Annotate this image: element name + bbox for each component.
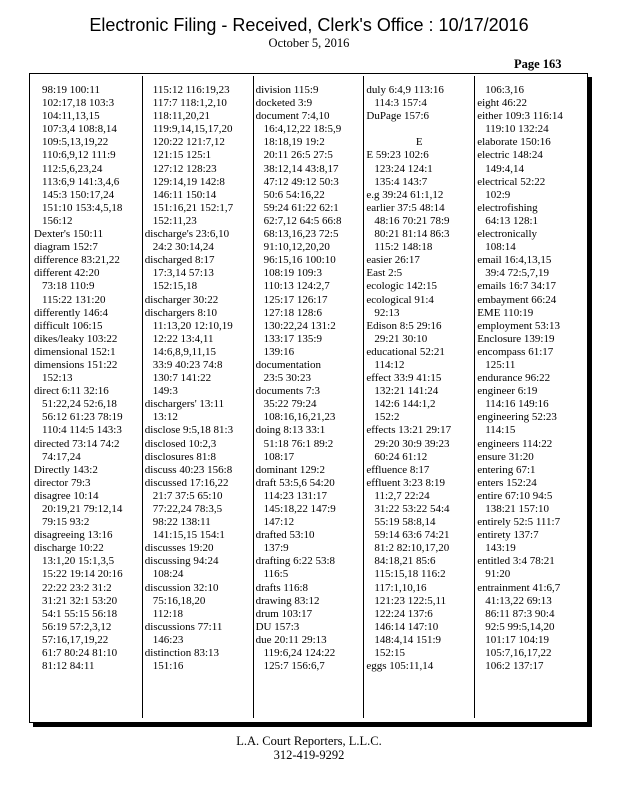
index-entry: 132:21 141:24	[374, 385, 439, 398]
index-entry: educational 52:21	[366, 345, 445, 358]
index-entry: discussions 77:11	[144, 620, 223, 633]
index-entry: discharged 8:17	[144, 254, 215, 267]
index-entry: 118:11,20,21	[152, 110, 211, 123]
index-entry: 35:22 79:24	[263, 398, 317, 411]
index-entry: dominant 129:2	[255, 463, 325, 476]
index-column-3	[256, 84, 362, 720]
index-entry: 121:23 122:5,11	[374, 594, 447, 607]
index-entry: 29:20 30:9 39:23	[374, 437, 450, 450]
index-entry: 86:11 87:3 90:4	[485, 607, 555, 620]
index-entry: ensure 31:20	[477, 450, 534, 463]
index-entry: 91:20	[485, 568, 511, 581]
index-entry: Directly 143:2	[34, 463, 98, 476]
index-entry: 110:4 114:5 143:3	[42, 424, 122, 437]
index-entry: drafted 53:10	[255, 529, 315, 542]
index-entry: 33:9 40:23 74:8	[152, 358, 223, 371]
index-entry: 108:24	[152, 568, 184, 581]
index-entry	[366, 123, 472, 136]
index-entry: emails 16:7 34:17	[477, 280, 557, 293]
index-entry: drum 103:17	[255, 607, 313, 620]
index-entry: 21:7 37:5 65:10	[152, 489, 223, 502]
index-entry: 146:11 150:14	[152, 188, 217, 201]
index-entry: directed 73:14 74:2	[34, 437, 120, 450]
index-entry: 22:22 23:2 31:2	[42, 581, 112, 594]
index-entry: division 115:9	[255, 84, 319, 96]
index-entry: direct 6:11 32:16	[34, 385, 109, 398]
index-entry: 56:19 57:2,3,12	[42, 620, 112, 633]
index-entry: distinction 83:13	[144, 647, 220, 660]
index-entry: 112:5,6,23,24	[42, 162, 103, 175]
index-entry: elaborate 150:16	[477, 136, 551, 149]
index-entry: 80:21 81:14 86:3	[374, 228, 450, 241]
index-entry: 138:21 157:10	[485, 503, 550, 515]
index-entry: 108:16,16,21,23	[263, 411, 336, 424]
index-entry: due 20:11 29:13	[255, 633, 327, 646]
index-entry: ecological 91:4	[366, 293, 434, 306]
index-entry: 152:11,23	[152, 214, 197, 227]
index-entry: difficult 106:15	[34, 319, 103, 332]
index-entry: E	[415, 136, 423, 149]
index-entry: effects 13:21 29:17	[366, 424, 452, 437]
index-entry: 64:13 128:1	[485, 214, 539, 227]
index-entry: discussed 17:16,22	[144, 476, 229, 489]
index-entry: 68:13,16,23 72:5	[263, 228, 339, 241]
index-entry: 121:15 125:1	[152, 149, 212, 162]
index-entry: 104:11,13,15	[42, 110, 100, 123]
index-entry: endurance 96:22	[477, 372, 551, 385]
index-entry: 106:2 137:17	[485, 660, 544, 673]
index-entry: documents 7:3	[255, 385, 321, 398]
index-column-2	[145, 84, 251, 720]
index-entry: 152:15,18	[152, 280, 198, 293]
footer-company: L.A. Court Reporters, L.L.C.	[236, 734, 382, 748]
index-entry: 123:24 124:1	[374, 162, 433, 175]
index-entry: dischargers' 13:11	[144, 398, 225, 411]
index-entry: 116:5	[263, 568, 289, 581]
index-entry: 146:23	[152, 633, 184, 646]
index-entry: 117:1,10,16	[374, 581, 427, 594]
index-entry: 125:11	[485, 358, 516, 371]
index-entry: 24:2 30:14,24	[152, 241, 214, 254]
index-entry: entering 67:1	[477, 463, 536, 476]
index-entry: 18:18,19 19:2	[263, 136, 325, 149]
index-entry: 108:17	[263, 450, 295, 463]
index-entry: Enclosure 139:19	[477, 332, 555, 345]
index-entry: 130:22,24 131:2	[263, 319, 336, 332]
index-entry: 130:7 141:22	[152, 372, 212, 385]
index-entry: email 16:4,13,15	[477, 254, 552, 267]
index-entry: EME 110:19	[477, 306, 534, 319]
index-entry: 31:22 53:22 54:4	[374, 503, 450, 515]
index-entry: 39:4 72:5,7,19	[485, 267, 550, 280]
index-entry: 125:7 156:6,7	[263, 660, 325, 673]
index-entry: 122:24 137:6	[374, 607, 433, 620]
index-entry: draft 53:5,6 54:20	[255, 476, 335, 489]
index-entry: 47:12 49:12 50:3	[263, 175, 339, 188]
index-entry: 98:22 138:11	[152, 516, 211, 529]
index-entry: 108:14	[485, 241, 516, 254]
index-entry: discusses 19:20	[144, 542, 214, 555]
index-entry: 17:3,14 57:13	[152, 267, 214, 280]
index-entry: 106:3,16	[485, 84, 524, 96]
index-entry: 57:16,17,19,22	[42, 633, 109, 646]
index-entry: duly 6:4,9 113:16	[366, 84, 444, 96]
index-entry: 91:10,12,20,20	[263, 241, 330, 254]
index-entry: 56:12 61:23 78:19	[42, 411, 123, 424]
index-entry: e.g 39:24 61:1,12	[366, 188, 444, 201]
index-entry: 62:7,12 64:5 66:8	[263, 214, 342, 227]
index-entry: 151:10 153:4,5,18	[42, 201, 123, 214]
index-entry: 105:7,16,17,22	[485, 647, 552, 660]
index-entry: 135:4 143:7	[374, 175, 428, 188]
index-entry: 152:2	[374, 411, 400, 424]
index-entry: 16:4,12,22 18:5,9	[263, 123, 342, 136]
index-entry: 148:4,14 151:9	[374, 633, 442, 646]
index-entry: 74:17,24	[42, 450, 81, 463]
index-entry: 102:9	[485, 188, 511, 201]
index-entry: disclosures 81:8	[144, 450, 216, 463]
index-entry: 133:17 135:9	[263, 332, 322, 345]
index-entry: engineers 114:22	[477, 437, 553, 450]
index-entry: 59:14 63:6 74:21	[374, 529, 450, 542]
index-entry: DU 157:3	[255, 620, 300, 633]
index-entry: electric 148:24	[477, 149, 543, 162]
index-entry: 54:1 55:15 56:18	[42, 607, 118, 620]
index-entry: 145:3 150:17,24	[42, 188, 115, 201]
index-entry: effect 33:9 41:15	[366, 372, 442, 385]
index-entry: 92:5 99:5,14,20	[485, 620, 555, 633]
index-entry: 141:15,15 154:1	[152, 529, 225, 542]
word-index-box	[29, 73, 588, 723]
index-entry: E 59:23 102:6	[366, 149, 429, 162]
index-entry: entrainment 41:6,7	[477, 581, 561, 594]
index-entry: 102:17,18 103:3	[42, 97, 115, 110]
index-entry: Edison 8:5 29:16	[366, 319, 442, 332]
index-entry: electrical 52:22	[477, 175, 546, 188]
index-entry: doing 8:13 33:1	[255, 424, 326, 437]
index-entry: 55:19 58:8,14	[374, 516, 436, 529]
index-entry: 50:6 54:16,22	[263, 188, 325, 201]
index-entry: 23:5 30:23	[263, 372, 311, 385]
index-entry: eight 46:22	[477, 97, 527, 110]
index-entry: discharge's 23:6,10	[144, 228, 230, 241]
index-entry: electronically	[477, 228, 538, 241]
index-entry: 79:15 93:2	[42, 516, 90, 529]
index-entry: 152:13	[42, 372, 73, 385]
index-entry: 114:23 131:17	[263, 489, 328, 502]
index-entry: 115:22 131:20	[42, 293, 106, 306]
index-entry: 41:13,22 69:13	[485, 594, 552, 607]
page-number: Page 163	[514, 57, 562, 71]
index-entry: 151:16	[152, 660, 184, 673]
index-entry: diagram 152:7	[34, 241, 98, 254]
index-entry: earlier 37:5 48:14	[366, 201, 445, 214]
index-entry: 127:18 128:6	[263, 306, 322, 319]
index-entry: entirely 52:5 111:7	[477, 516, 561, 529]
filing-stamp-title: Electronic Filing - Received, Clerk's Office : 10/17/2016	[89, 15, 529, 35]
index-entry: 107:3,4 108:8,14	[42, 123, 117, 136]
index-entry: director 79:3	[34, 476, 91, 489]
index-entry: 110:6,9,12 111:9	[42, 149, 116, 162]
index-entry: 51:22,24 52:6,18	[42, 398, 117, 411]
index-entry: discharge 10:22	[34, 542, 104, 555]
index-entry: embayment 66:24	[477, 293, 557, 306]
index-entry: 20:19,21 79:12,14	[42, 503, 123, 515]
index-entry: 137:9	[263, 542, 289, 555]
index-entry: drafts 116:8	[255, 581, 309, 594]
index-entry: 31:21 32:1 53:20	[42, 594, 118, 607]
index-entry: 151:16,21 152:1,7	[152, 201, 234, 214]
index-entry: Dexter's 150:11	[34, 228, 104, 241]
index-entry: 125:17 126:17	[263, 293, 328, 306]
index-entry: 114:16 149:16	[485, 398, 549, 411]
index-entry: 81:12 84:11	[42, 660, 95, 673]
index-entry: dischargers 8:10	[144, 306, 217, 319]
index-entry: 114:15	[485, 424, 516, 437]
index-entry: 119:6,24 124:22	[263, 647, 336, 660]
index-entry: 81:2 82:10,17,20	[374, 542, 450, 555]
index-entry: ecologic 142:15	[366, 280, 437, 293]
index-entry: 114:12	[374, 358, 405, 371]
index-entry: entirety 137:7	[477, 529, 539, 542]
hearing-date: October 5, 2016	[268, 36, 350, 50]
index-entry: 109:5,13,19,22	[42, 136, 109, 149]
index-entry: 29:21 30:10	[374, 332, 428, 345]
index-entry: 152:15	[374, 647, 405, 660]
index-entry: discharger 30:22	[144, 293, 219, 306]
index-entry: 48:16 70:21 78:9	[374, 214, 450, 227]
index-entry: encompass 61:17	[477, 345, 554, 358]
index-entry: difference 83:21,22	[34, 254, 120, 267]
index-entry: eggs 105:11,14	[366, 660, 434, 673]
index-entry: 51:18 76:1 89:2	[263, 437, 334, 450]
index-entry: 115:2 148:18	[374, 241, 433, 254]
index-entry: 12:22 13:4,11	[152, 332, 214, 345]
index-entry: 13:1,20 15:1,3,5	[42, 555, 115, 568]
index-entry: 61:7 80:24 81:10	[42, 647, 118, 660]
index-entry: 115:15,18 116:2	[374, 568, 446, 581]
index-entry: 59:24 61:22 62:1	[263, 201, 339, 214]
index-entry: entire 67:10 94:5	[477, 489, 553, 502]
index-entry: 60:24 61:12	[374, 450, 428, 463]
index-entry: differently 146:4	[34, 306, 109, 319]
index-entry: 77:22,24 78:3,5	[152, 503, 223, 515]
index-entry: engineer 6:19	[477, 385, 538, 398]
index-entry: dikes/leaky 103:22	[34, 332, 118, 345]
index-entry: 129:14,19 142:8	[152, 175, 225, 188]
index-entry: 119:9,14,15,17,20	[152, 123, 233, 136]
index-entry: electrofishing	[477, 201, 538, 214]
index-entry: 75:16,18,20	[152, 594, 206, 607]
footer-phone: 312-419-9292	[273, 748, 345, 762]
index-entry: 120:22 121:7,12	[152, 136, 225, 149]
index-entry: 127:12 128:23	[152, 162, 217, 175]
index-entry: dimensions 151:22	[34, 358, 118, 371]
index-entry: different 42:20	[34, 267, 100, 280]
index-entry: entitled 3:4 78:21	[477, 555, 555, 568]
index-entry: 149:4,14	[485, 162, 524, 175]
index-entry: 143:19	[485, 542, 516, 555]
index-entry: document 7:4,10	[255, 110, 330, 123]
index-entry: drawing 83:12	[255, 594, 320, 607]
index-entry: easier 26:17	[366, 254, 420, 267]
index-entry: 38:12,14 43:8,17	[263, 162, 339, 175]
index-entry: either 109:3 116:14	[477, 110, 563, 123]
index-entry: 108:19 109:3	[263, 267, 322, 280]
index-entry: 112:18	[152, 607, 183, 620]
index-entry: 110:13 124:2,7	[263, 280, 330, 293]
index-entry: discuss 40:23 156:8	[144, 463, 233, 476]
index-entry: 119:10 132:24	[485, 123, 549, 136]
index-entry: disclosed 10:2,3	[144, 437, 217, 450]
index-entry: employment 53:13	[477, 319, 560, 332]
index-entry: 14:6,8,9,11,15	[152, 345, 216, 358]
index-entry: 156:12	[42, 214, 73, 227]
index-entry: DuPage 157:6	[366, 110, 430, 123]
index-entry: 11:2,7 22:24	[374, 489, 430, 502]
index-entry: 92:13	[374, 306, 400, 319]
index-column-5	[477, 84, 583, 720]
index-entry: 146:14 147:10	[374, 620, 439, 633]
index-entry: 15:22 19:14 20:16	[42, 568, 123, 581]
index-entry: 114:3 157:4	[374, 97, 427, 110]
index-entry: East 2:5	[366, 267, 403, 280]
index-entry: effluence 8:17	[366, 463, 430, 476]
index-entry: 96:15,16 100:10	[263, 254, 336, 267]
index-entry: discussing 94:24	[144, 555, 219, 568]
index-columns	[34, 84, 583, 720]
index-entry: dimensional 152:1	[34, 345, 116, 358]
index-entry: 98:19 100:11	[42, 84, 100, 96]
index-entry: 147:12	[263, 516, 295, 529]
index-column-1	[34, 84, 140, 720]
index-entry: 84:18,21 85:6	[374, 555, 436, 568]
index-entry: documentation	[255, 358, 321, 371]
index-entry: discussion 32:10	[144, 581, 219, 594]
index-entry: 117:7 118:1,2,10	[152, 97, 227, 110]
index-entry: 11:13,20 12:10,19	[152, 319, 233, 332]
index-entry: enters 152:24	[477, 476, 537, 489]
index-entry: 101:17 104:19	[485, 633, 550, 646]
index-entry: 115:12 116:19,23	[152, 84, 230, 96]
index-entry: disclose 9:5,18 81:3	[144, 424, 234, 437]
index-entry: drafting 6:22 53:8	[255, 555, 336, 568]
index-entry: disagreeing 13:16	[34, 529, 113, 542]
index-entry: 13:12	[152, 411, 178, 424]
index-column-4	[366, 84, 472, 720]
index-entry: 142:6 144:1,2	[374, 398, 436, 411]
index-entry: 139:16	[263, 345, 295, 358]
index-entry: engineering 52:23	[477, 411, 557, 424]
index-entry: disagree 10:14	[34, 489, 99, 502]
index-entry: 20:11 26:5 27:5	[263, 149, 333, 162]
index-entry: effluent 3:23 8:19	[366, 476, 446, 489]
index-entry: 73:18 110:9	[42, 280, 95, 293]
index-entry: docketed 3:9	[255, 97, 313, 110]
index-entry: 145:18,22 147:9	[263, 503, 336, 515]
index-entry: 149:3	[152, 385, 178, 398]
index-entry: 113:6,9 141:3,4,6	[42, 175, 120, 188]
